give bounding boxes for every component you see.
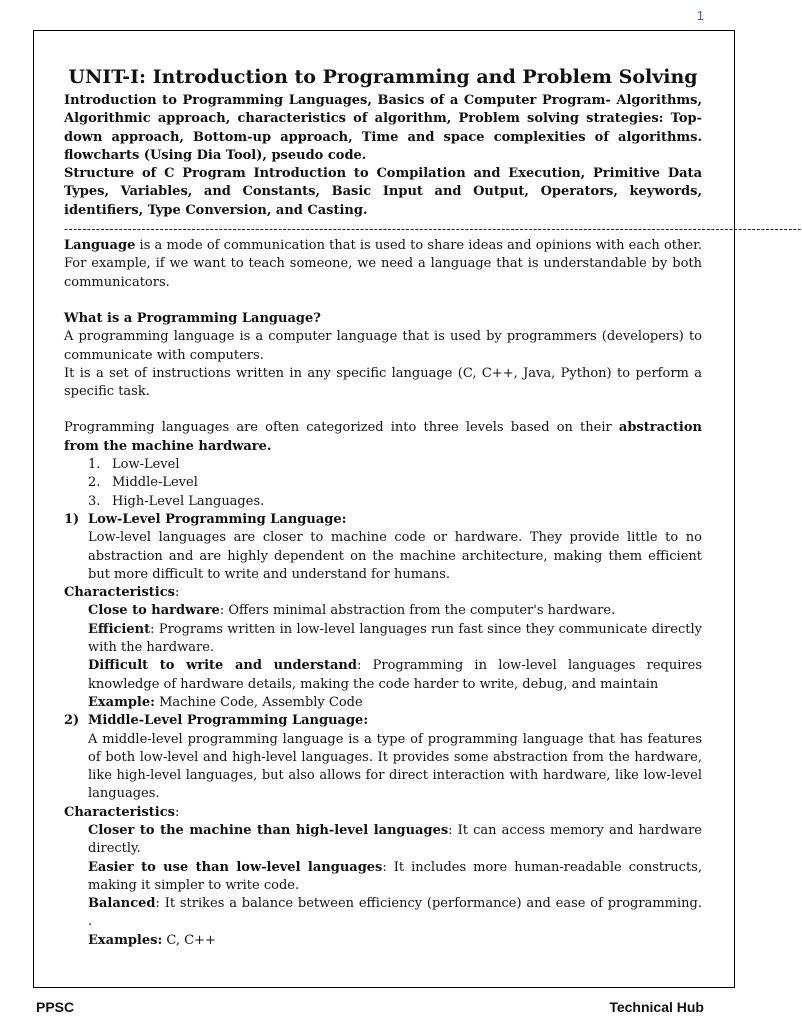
middle-level-description: A middle-level programming language is a type of programming language that has features of both low-level and high-level languages. It provides some abstraction from the hardware, like high-level languages, but also allows for direct interaction with hardware, like low-level languages. xyxy=(88,731,702,802)
levels-list xyxy=(64,456,702,511)
list-item: 1. Low-Level xyxy=(88,457,180,473)
page-title: UNIT-I: Introduction to Programming and Problem Solving xyxy=(68,66,698,88)
what-is-heading: What is a Programming Language? xyxy=(64,310,321,326)
footer-left: PPSC xyxy=(36,999,75,1015)
middle-level-heading: 2) Middle-Level Programming Language: xyxy=(64,713,369,729)
what-is-paragraph-2: It is a set of instructions written in any specific language (C, C++, Java, Python) to perform a specific task. xyxy=(64,365,702,400)
syllabus-paragraph-1: Introduction to Programming Languages, Basics of a Computer Program- Algorithms, Algorithmic approach, characteristics of algorithm, Problem solving strategies: Top-down approach, Bottom-up approach, Time and space complexities of algorithms. flowcharts (Using Dia Tool), pseudo code. xyxy=(64,93,702,163)
low-level-description: Low-level languages are closer to machine code or hardware. They provide little to no abstraction and are highly dependent on the machine architecture, making them efficient but more difficult to write and understand for humans. xyxy=(88,530,702,582)
language-term: Language xyxy=(64,238,136,254)
dashed-divider: ------------------------------------------------------------------------------------------------------------------------------------------------------------------ xyxy=(64,222,802,237)
list-item: Close to hardware: Offers minimal abstraction from the computer's hardware. xyxy=(88,603,616,619)
low-level-heading: 1) Low-Level Programming Language: xyxy=(64,511,347,527)
levels-intro: Programming languages are often categorized into three levels based on their abstraction from the machine hardware. xyxy=(64,420,702,454)
what-is-paragraph-1: A programming language is a computer language that is used by programmers (developers) to communicate with computers. xyxy=(64,329,702,363)
list-item: 3. High-Level Languages. xyxy=(88,493,265,509)
unit-syllabus xyxy=(64,92,702,220)
list-item: Easier to use than low-level languages: It includes more human-readable constructs, making it simpler to write code. xyxy=(88,859,702,893)
low-level-characteristics-label: Characteristics: xyxy=(64,585,180,601)
language-text: is a mode of communication that is used to share ideas and opinions with each other. For example, if we want to teach someone, we need a language that is understandable by both communicators. xyxy=(64,238,702,290)
page-number: 1 xyxy=(696,8,704,23)
footer-right: Technical Hub xyxy=(609,999,704,1015)
list-item: Efficient: Programs written in low-level languages run fast since they communicate directly with the hardware. xyxy=(88,621,702,656)
middle-level-characteristics-label: Characteristics: xyxy=(64,804,180,820)
list-item: Closer to the machine than high-level languages: It can access memory and hardware directly. xyxy=(88,822,702,857)
syllabus-paragraph-2: Structure of C Program Introduction to Compilation and Execution, Primitive Data Types, Variables, and Constants, Basic Input and Output, Operators, keywords, identifiers, Type Conversion, and Casting. xyxy=(64,166,702,218)
list-item: Examples: C, C++ xyxy=(88,932,216,948)
document-body xyxy=(64,64,802,950)
language-paragraph xyxy=(64,237,702,292)
list-item: Balanced: It strikes a balance between efficiency (performance) and ease of programming. . xyxy=(88,896,702,930)
list-item: Example: Machine Code, Assembly Code xyxy=(88,694,363,710)
list-item: 2. Middle-Level xyxy=(88,475,198,491)
list-item: Difficult to write and understand: Programming in low-level languages requires knowledge of hardware details, making the code harder to write, debug, and maintain xyxy=(88,658,702,692)
